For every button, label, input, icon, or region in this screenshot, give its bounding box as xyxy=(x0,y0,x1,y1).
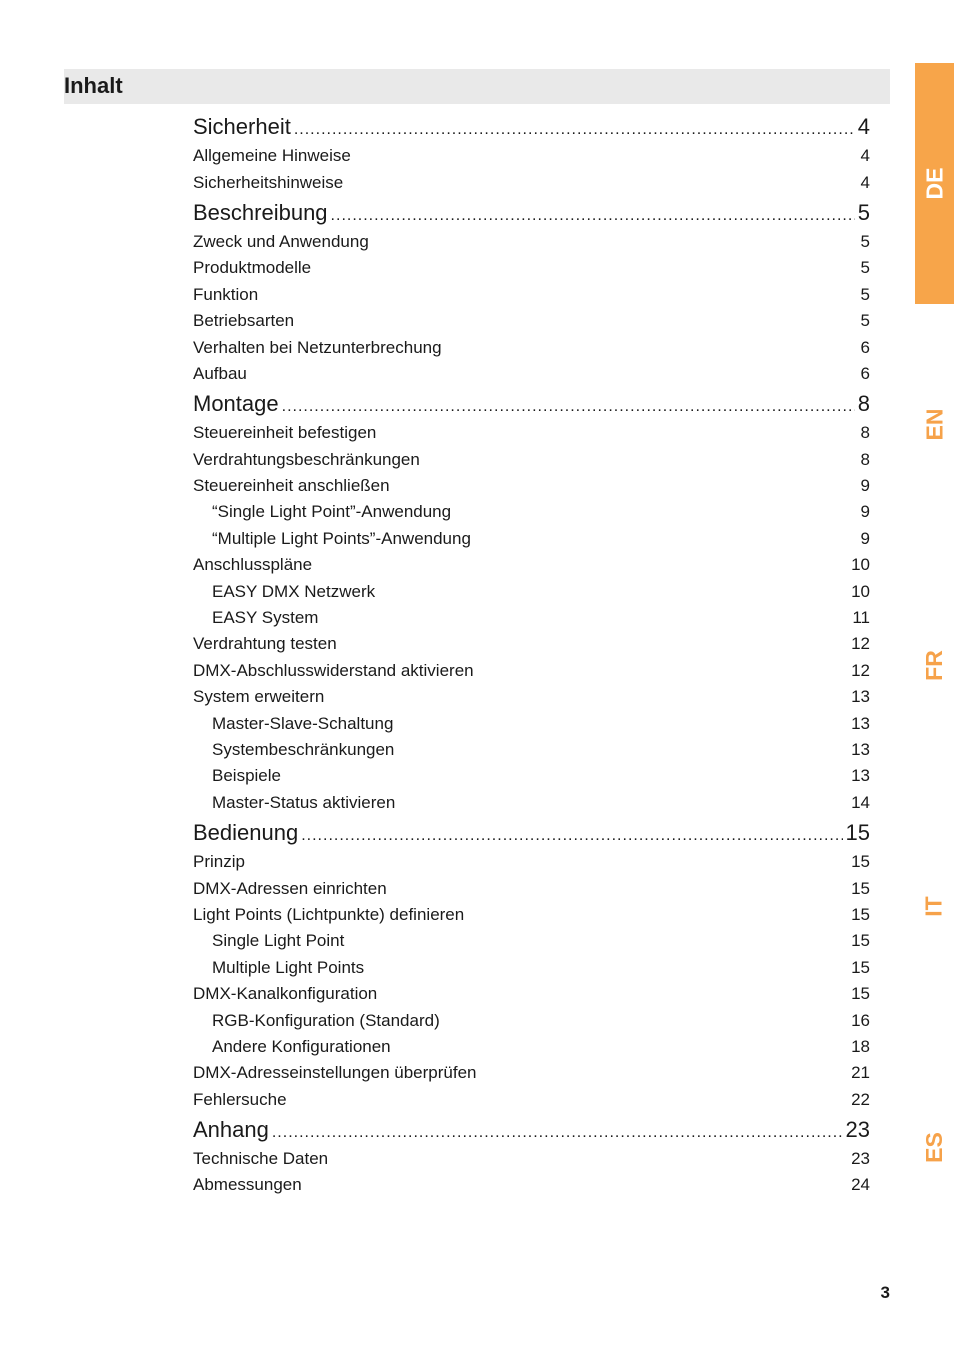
section-title: Bedienung xyxy=(193,819,299,845)
toc-section xyxy=(193,200,870,387)
entry-page-number: 13 xyxy=(851,766,870,786)
toc-entry[interactable] xyxy=(193,473,870,499)
entry-title: Master-Slave-Schaltung xyxy=(212,713,394,733)
language-tab-label: IT xyxy=(920,896,947,917)
entry-title: RGB-Konfiguration (Standard) xyxy=(212,1010,440,1030)
section-title: Sicherheit xyxy=(193,114,291,139)
toc-entry[interactable] xyxy=(193,447,870,473)
toc-subentry[interactable] xyxy=(193,710,870,736)
toc-subentry[interactable] xyxy=(193,955,870,981)
entry-title: Single Light Point xyxy=(212,931,345,951)
entry-page-number: 15 xyxy=(851,957,870,977)
entry-page-number: 6 xyxy=(860,363,870,383)
entry-page-number: 13 xyxy=(851,687,870,707)
toc-entry[interactable] xyxy=(193,420,870,446)
toc-subentry[interactable] xyxy=(193,605,870,631)
toc-section-heading[interactable] xyxy=(193,820,870,849)
entry-title: Light Points (Lichtpunkte) definieren xyxy=(193,904,465,924)
toc-entry[interactable] xyxy=(193,981,870,1007)
toc-subentry[interactable] xyxy=(193,737,870,763)
dot-leader xyxy=(282,398,855,416)
section-page-number: 8 xyxy=(857,391,870,417)
language-tab-en[interactable] xyxy=(915,304,954,545)
entry-page-number: 15 xyxy=(851,852,870,872)
toc-subentry[interactable] xyxy=(193,790,870,816)
language-tab-es[interactable] xyxy=(915,1027,954,1268)
entry-title: “Single Light Point”-Anwendung xyxy=(212,502,452,522)
entry-title: EASY System xyxy=(212,608,319,628)
entry-page-number: 5 xyxy=(860,311,870,331)
language-tab-label: DE xyxy=(920,167,947,200)
dot-leader xyxy=(294,121,855,139)
entry-title: EASY DMX Netzwerk xyxy=(212,581,376,601)
toc-entry[interactable] xyxy=(193,684,870,710)
entry-title: DMX-Adresseinstellungen überprüfen xyxy=(193,1063,477,1083)
entry-page-number: 15 xyxy=(851,984,870,1004)
toc-entry[interactable] xyxy=(193,1087,870,1113)
toc-entry[interactable] xyxy=(193,334,870,360)
entry-page-number: 5 xyxy=(860,258,870,278)
toc-entry[interactable] xyxy=(193,1060,870,1086)
toc-entry[interactable] xyxy=(193,552,870,578)
entry-title: Master-Status aktivieren xyxy=(212,792,396,812)
toc-entry[interactable] xyxy=(193,902,870,928)
entry-page-number: 10 xyxy=(851,555,870,575)
toc-section xyxy=(193,1117,870,1199)
section-title: Montage xyxy=(193,391,279,417)
section-title: Beschreibung xyxy=(193,199,328,225)
toc-section xyxy=(193,391,870,816)
entry-page-number: 15 xyxy=(851,878,870,898)
toc-section xyxy=(193,820,870,1113)
entry-page-number: 14 xyxy=(851,792,870,812)
entry-page-number: 15 xyxy=(851,904,870,924)
entry-page-number: 9 xyxy=(860,528,870,548)
dot-leader xyxy=(331,207,855,225)
section-page-number: 15 xyxy=(845,819,870,845)
entry-title: DMX-Abschlusswiderstand aktivieren xyxy=(193,660,474,680)
toc-subentry[interactable] xyxy=(193,1007,870,1033)
entry-page-number: 4 xyxy=(860,146,870,166)
entry-page-number: 18 xyxy=(851,1036,870,1056)
entry-title: Verdrahtungsbeschränkungen xyxy=(193,449,420,469)
entry-title: Produktmodelle xyxy=(193,258,312,278)
language-tab-de[interactable] xyxy=(915,63,954,304)
toc-entry[interactable] xyxy=(193,658,870,684)
toc-entry[interactable] xyxy=(193,631,870,657)
entry-page-number: 9 xyxy=(860,502,870,522)
entry-title: Allgemeine Hinweise xyxy=(193,146,351,166)
entry-title: Betriebsarten xyxy=(193,311,295,331)
toc-entry[interactable] xyxy=(193,143,870,169)
entry-page-number: 12 xyxy=(851,634,870,654)
toc-entry[interactable] xyxy=(193,875,870,901)
entry-title: Beispiele xyxy=(212,766,281,786)
entry-page-number: 10 xyxy=(851,581,870,601)
entry-page-number: 24 xyxy=(851,1175,870,1195)
toc-section-heading[interactable] xyxy=(193,1117,870,1146)
entry-page-number: 21 xyxy=(851,1063,870,1083)
entry-title: Fehlersuche xyxy=(193,1089,287,1109)
entry-page-number: 6 xyxy=(860,337,870,357)
entry-title: Multiple Light Points xyxy=(212,957,365,977)
entry-title: Verdrahtung testen xyxy=(193,634,337,654)
entry-title: Abmessungen xyxy=(193,1175,302,1195)
section-page-number: 4 xyxy=(857,114,870,139)
toc-entry[interactable] xyxy=(193,282,870,308)
toc-subentry[interactable] xyxy=(193,499,870,525)
entry-page-number: 12 xyxy=(851,660,870,680)
language-tab-it[interactable] xyxy=(915,786,954,1027)
table-of-contents xyxy=(193,112,870,1203)
entry-title: Anschlusspläne xyxy=(193,555,313,575)
entry-title: Prinzip xyxy=(193,852,245,872)
entry-page-number: 22 xyxy=(851,1089,870,1109)
entry-page-number: 8 xyxy=(860,423,870,443)
dot-leader xyxy=(301,827,842,845)
entry-title: Aufbau xyxy=(193,363,247,383)
entry-page-number: 15 xyxy=(851,931,870,951)
entry-title: Verhalten bei Netzunterbrechung xyxy=(193,337,442,357)
entry-page-number: 11 xyxy=(852,608,870,628)
entry-page-number: 8 xyxy=(860,449,870,469)
entry-page-number: 9 xyxy=(860,476,870,496)
toc-entry[interactable] xyxy=(193,229,870,255)
toc-subentry[interactable] xyxy=(193,928,870,954)
entry-title: Andere Konfigurationen xyxy=(212,1036,391,1056)
entry-title: System erweitern xyxy=(193,687,325,707)
entry-title: “Multiple Light Points”-Anwendung xyxy=(212,528,471,548)
toc-header-bar xyxy=(64,69,890,104)
toc-entry[interactable] xyxy=(193,361,870,387)
page-title: Inhalt xyxy=(64,73,123,98)
toc-entry[interactable] xyxy=(193,169,870,195)
dot-leader xyxy=(272,1124,843,1142)
toc-subentry[interactable] xyxy=(193,578,870,604)
entry-page-number: 13 xyxy=(851,740,870,759)
language-tab-label: ES xyxy=(921,1132,947,1163)
entry-page-number: 5 xyxy=(860,284,870,304)
entry-title: Systembeschränkungen xyxy=(212,740,395,759)
toc-section-heading[interactable] xyxy=(193,391,870,420)
toc-section xyxy=(193,114,870,196)
entry-title: DMX-Kanalkonfiguration xyxy=(193,984,378,1004)
entry-page-number: 23 xyxy=(851,1149,870,1169)
language-tab-label: FR xyxy=(920,650,947,681)
section-page-number: 5 xyxy=(857,199,870,225)
entry-title: Zweck und Anwendung xyxy=(193,231,369,251)
toc-section-heading[interactable] xyxy=(193,200,870,229)
entry-page-number: 4 xyxy=(860,172,870,192)
language-tab-label: EN xyxy=(920,408,947,441)
entry-title: Technische Daten xyxy=(193,1149,329,1169)
entry-page-number: 5 xyxy=(860,231,870,251)
page-number: 3 xyxy=(880,1283,890,1302)
entry-title: Sicherheitshinweise xyxy=(193,172,344,192)
toc-section-heading[interactable] xyxy=(193,114,870,143)
language-tab-fr[interactable] xyxy=(915,545,954,786)
entry-title: Funktion xyxy=(193,284,259,304)
toc-subentry[interactable] xyxy=(193,763,870,789)
entry-title: Steuereinheit befestigen xyxy=(193,423,377,443)
toc-entry[interactable] xyxy=(193,849,870,875)
toc-entry[interactable] xyxy=(193,255,870,281)
entry-page-number: 13 xyxy=(851,713,870,733)
toc-entry[interactable] xyxy=(193,1146,870,1172)
entry-title: DMX-Adressen einrichten xyxy=(193,878,387,898)
toc-subentry[interactable] xyxy=(193,1034,870,1060)
toc-entry[interactable] xyxy=(193,308,870,334)
toc-entry[interactable] xyxy=(193,1172,870,1198)
section-page-number: 23 xyxy=(845,1116,870,1142)
entry-title: Steuereinheit anschließen xyxy=(193,476,390,496)
toc-subentry[interactable] xyxy=(193,526,870,552)
entry-page-number: 16 xyxy=(851,1010,870,1030)
section-title: Anhang xyxy=(193,1116,269,1142)
